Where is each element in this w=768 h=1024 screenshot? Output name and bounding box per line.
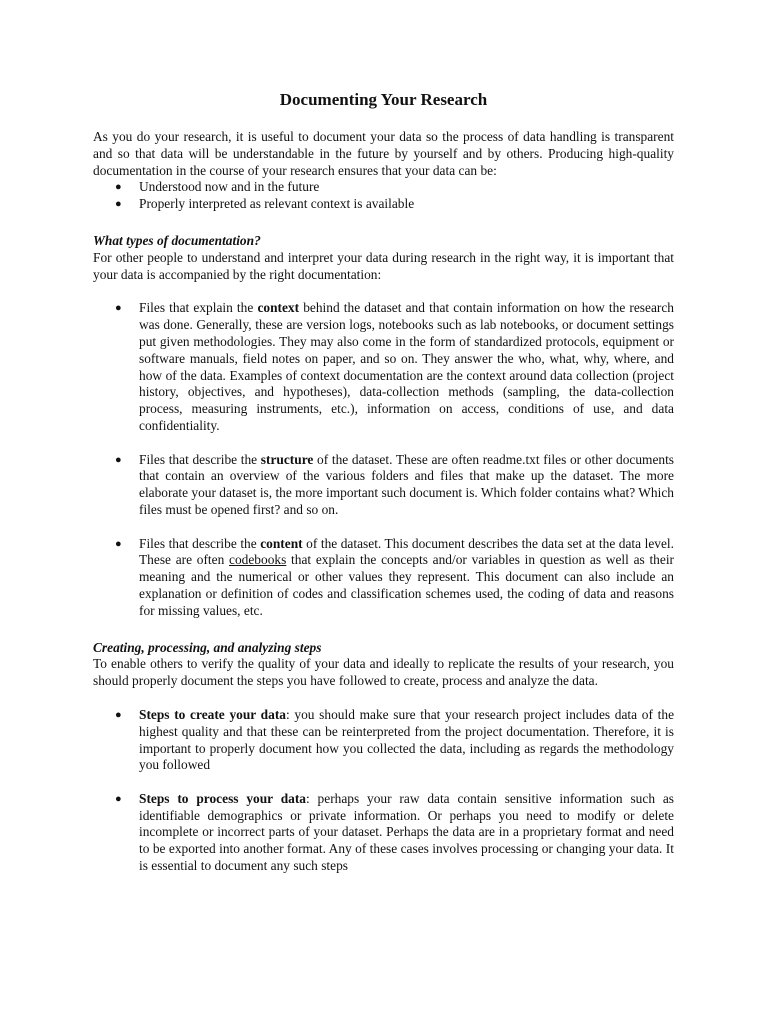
- bullet-icon: ●: [115, 198, 122, 211]
- intro-paragraph: As you do your research, it is useful to document your data so the process of data handling is transparent and so that data will be understandable in the future by yourself and by others. Producing high-quality documentation in the course of your research ensures that your data can be:: [93, 129, 674, 178]
- bullet-prefix: Files that describe the: [139, 451, 261, 467]
- bullet-icon: ●: [115, 708, 122, 721]
- intro-bullet-item: [93, 196, 674, 213]
- bullet-icon: ●: [115, 453, 122, 466]
- section-paragraph-steps: To enable others to verify the quality of your data and ideally to replicate the results of your research, you should properly document the steps you have followed to create, process and analyze the data.: [93, 656, 674, 689]
- intro-bullet-item: [93, 179, 674, 196]
- steps-bullet-create: [93, 707, 674, 774]
- section-heading-steps: Creating, processing, and analyzing steps: [93, 639, 322, 655]
- bullet-prefix: Files that explain the: [139, 300, 258, 316]
- intro-bullet-text: Understood now and in the future: [139, 179, 320, 195]
- bullet-text: : you should make sure that your research project includes data of the highest quality and that these can be reinterpreted from the project documentation. Therefore, it is important to properly document how you collected the data, including as regards the methodology you followed: [139, 706, 675, 773]
- bullet-bold-term: context: [257, 300, 300, 316]
- documentation-bullet-context: [93, 300, 674, 434]
- bullet-icon: ●: [115, 537, 122, 550]
- bullet-text: of the dataset. These are often readme.txt files or other documents that contain an overview of the various folders and files that make up the dataset. The more elaborate your dataset is, the more important such document is. Which folder contains what? Which files must be opened first? and so on.: [139, 451, 675, 517]
- bullet-text: of the dataset. This document describes the data set at the data level. These are often: [139, 535, 674, 568]
- steps-bullet-process: [93, 791, 674, 875]
- section-heading-documentation: What types of documentation?: [93, 232, 261, 248]
- bullet-icon: ●: [115, 792, 122, 805]
- bullet-text: : perhaps your raw data contain sensitive information such as identifiable demographics or private information. Or perhaps you need to modify or delete incomplete or incorrect parts of your dataset. Perhaps the data are in a proprietary format and need to be exported into another format. Any of these cases involves processing or changing your data. It is essential to document any such steps: [139, 790, 674, 874]
- bullet-icon: ●: [115, 302, 122, 315]
- documentation-bullet-content: [93, 536, 674, 620]
- documentation-bullet-list: [93, 300, 674, 619]
- intro-bullet-text: Properly interpreted as relevant context is available: [139, 196, 415, 212]
- bullet-suffix: that explain the concepts and/or variables in question as well as their meaning and the numerical or other values they represent. This document can also include an explanation or definition of codes and classification schemes used, the coding of data and reasons for missing values, etc.: [139, 552, 674, 618]
- section-paragraph-documentation: For other people to understand and interpret your data during research in the right way, it is important that your data is accompanied by the right documentation:: [93, 249, 674, 282]
- bullet-prefix: Files that describe the: [139, 535, 261, 551]
- bullet-text: behind the dataset and that contain information on how the research was done. Generally, these are version logs, notebooks such as lab notebooks, or document settings put given methodologies. They may also come in the form of standardized protocols, equipment or software manuals, field notes on paper, and so on. They answer the who, what, why, where, and how of the data. Examples of context documentation are the context around data collection (project history, objectives, and hypotheses), data-collection methods (sampling, the data-collection process, measuring instruments, etc.), information on access, conditions of use, and data confidentiality.: [139, 300, 674, 433]
- bullet-bold-term: Steps to process your data: [139, 790, 306, 806]
- bullet-bold-term: content: [260, 535, 303, 551]
- bullet-bold-term: structure: [260, 451, 314, 467]
- codebooks-link-text: codebooks: [229, 552, 287, 568]
- bullet-icon: ●: [115, 181, 122, 194]
- documentation-bullet-structure: [93, 452, 674, 519]
- intro-bullet-list: [93, 179, 674, 213]
- page-title: Documenting Your Research: [279, 90, 488, 109]
- bullet-bold-term: Steps to create your data: [139, 706, 286, 722]
- document-content: [93, 90, 674, 875]
- steps-bullet-list: [93, 707, 674, 875]
